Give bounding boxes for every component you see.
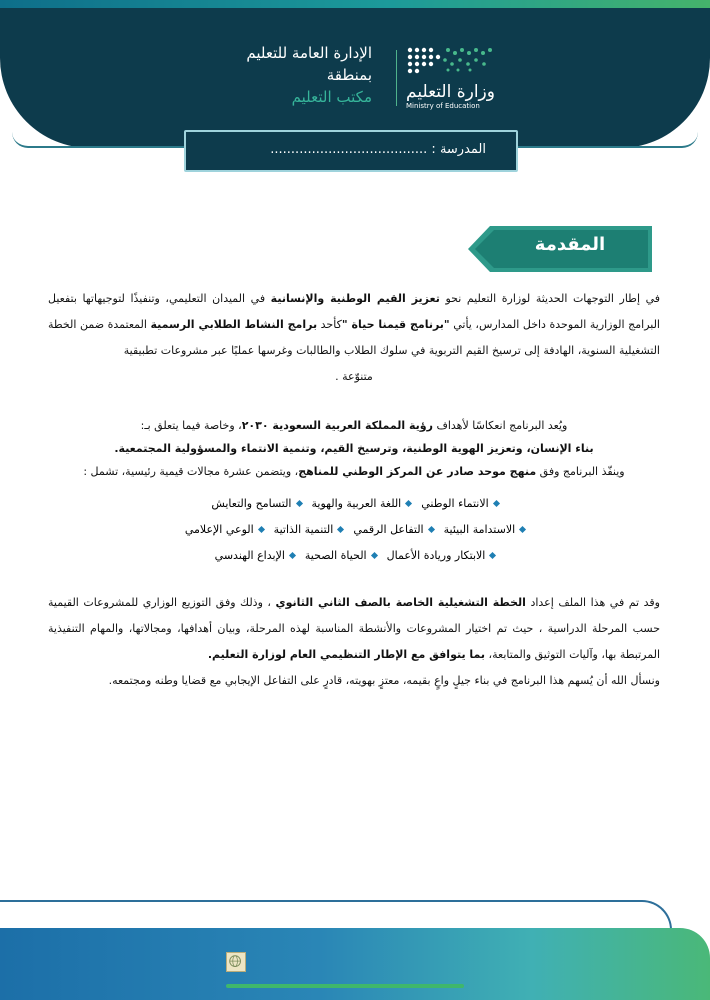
diamond-bullet-icon — [337, 525, 344, 532]
value-label: اللغة العربية والهوية — [311, 496, 402, 510]
value-label: التنمية الذاتية — [273, 522, 334, 536]
value-label: الاستدامة البيئية — [443, 522, 516, 536]
intro-paragraph-3 — [48, 590, 660, 694]
p2-line2-bold: بناء الإنسان، وتعزيز الهوية الوطنية، وترسيخ القيم، وتنمية الانتماء والمسؤولية المجتمعية. — [114, 442, 594, 455]
value-item — [305, 549, 377, 562]
section-title: المقدمة — [534, 234, 606, 255]
p1-text-2: في الميدان التعليمي، وتنفيذًا لتوجيهاتها بتفعيل البرامج الوزارية الموحدة داخل المدارس، يأتي — [48, 292, 660, 331]
diamond-bullet-icon — [493, 499, 500, 506]
value-item — [312, 497, 412, 510]
value-item — [215, 549, 295, 562]
p2-line1-text-1: ويُعد البرنامج انعكاسًا لأهداف — [432, 419, 568, 432]
department-line-2: بمنطقة — [326, 66, 372, 84]
values-row-2 — [60, 516, 650, 542]
p2-line3-text-2: ، ويتضمن عشرة مجالات قيمية رئيسية، تشمل : — [83, 465, 299, 478]
p2-line-3 — [48, 460, 660, 483]
p1-bold-1: تعزيز القيم الوطنية والإنسانية — [270, 292, 440, 305]
values-row-3 — [60, 542, 650, 568]
value-label: التفاعل الرقمي — [353, 522, 424, 536]
diamond-bullet-icon — [371, 551, 378, 558]
p2-line-2 — [48, 437, 660, 460]
diamond-bullet-icon — [428, 525, 435, 532]
p1-bold-2: "برنامج قيمنا حياة " — [341, 318, 450, 331]
globe-icon — [226, 952, 246, 972]
school-field-box — [184, 130, 518, 172]
top-gradient-strip — [0, 0, 710, 8]
p2-line3-bold: منهج موحد صادر عن المركز الوطني للمناهج — [298, 465, 537, 478]
department-line-3: مكتب التعليم — [291, 88, 372, 106]
diamond-bullet-icon — [295, 499, 302, 506]
value-item — [421, 497, 498, 510]
logo-arabic-text: وزارة التعليم — [406, 82, 495, 102]
p3-bold-1: الخطة التشغيلية الخاصة بالصف الثاني الثانوي — [275, 596, 526, 609]
footer-progress-bar — [226, 984, 464, 988]
p2-line1-text-2: ، وخاصة فيما يتعلق بـ: — [140, 419, 242, 432]
value-label: الإبداع الهندسي — [214, 548, 285, 562]
diamond-bullet-icon — [405, 499, 412, 506]
logo-divider — [396, 50, 397, 106]
diamond-bullet-icon — [258, 525, 265, 532]
p1-text-3: كأحد — [317, 318, 342, 331]
value-item — [353, 523, 433, 536]
p1-text-1: في إطار التوجهات الحديثة لوزارة التعليم نحو — [439, 292, 661, 305]
p1-bold-3: برامج النشاط الطلابي الرسمية — [150, 318, 318, 331]
value-label: التسامح والتعايش — [211, 496, 292, 510]
school-field-text: المدرسة : ...................................... — [270, 142, 486, 157]
diamond-bullet-icon — [519, 525, 526, 532]
intro-paragraph-1 — [48, 286, 660, 390]
globe-icon-glyph — [227, 953, 245, 971]
p1-text-4: المعتمدة ضمن الخطة التشغيلية السنوية، الهادفة إلى ترسيخ القيم التربوية في سلوك الطلاب والطالبات وغرسها عمليًا عبر مشروعات تطبيقية — [48, 318, 660, 357]
diamond-bullet-icon — [289, 551, 296, 558]
logo-english-text: Ministry of Education — [406, 102, 480, 110]
p2-line3-text-1: وينفّذ البرنامج وفق — [536, 465, 625, 478]
page-footer — [0, 928, 710, 1000]
diamond-bullet-icon — [489, 551, 496, 558]
p3-closing: ونسأل الله أن يُسهم هذا البرنامج في بناء جيلٍ واعٍ بقيمه، معتزٍ بهويته، قادرٍ على التفاعل الإيجابي مع قضايا وطنه ومجتمعه. — [108, 674, 660, 687]
value-item — [387, 549, 496, 562]
value-label: الحياة الصحية — [304, 548, 367, 562]
values-list — [60, 490, 650, 568]
values-row-1 — [60, 490, 650, 516]
value-item — [444, 523, 526, 536]
department-line-1: الإدارة العامة للتعليم — [246, 44, 372, 62]
p2-line-1 — [48, 414, 660, 437]
value-item — [274, 523, 344, 536]
p3-text-1: وقد تم في هذا الملف إعداد — [525, 596, 660, 609]
p3-bold-2: بما يتوافق مع الإطار التنظيمي العام لوزارة التعليم. — [207, 648, 486, 661]
department-block — [132, 42, 372, 108]
value-item — [211, 497, 301, 510]
value-label: الابتكار وريادة الأعمال — [386, 548, 486, 562]
p2-line1-bold: رؤية المملكة العربية السعودية ٢٠٣٠ — [241, 419, 433, 432]
intro-paragraph-2 — [48, 414, 660, 483]
value-item — [185, 523, 264, 536]
p1-last-line: متنوّعة . — [335, 370, 373, 383]
p3-text-2: ، وذلك وفق التوزيع الوزاري للمشروعات القيمية حسب المرحلة الدراسية ، حيث تم اختيار المشروعات والأنشطة المناسبة لهذه المرحلة، وبيان أهدافها، ومجالاتها، والمهام التنفيذية المرتبطة بها، وآليات التوثيق والمتابعة، — [48, 596, 660, 661]
value-label: الانتماء الوطني — [421, 496, 489, 510]
value-label: الوعي الإعلامي — [184, 522, 254, 536]
